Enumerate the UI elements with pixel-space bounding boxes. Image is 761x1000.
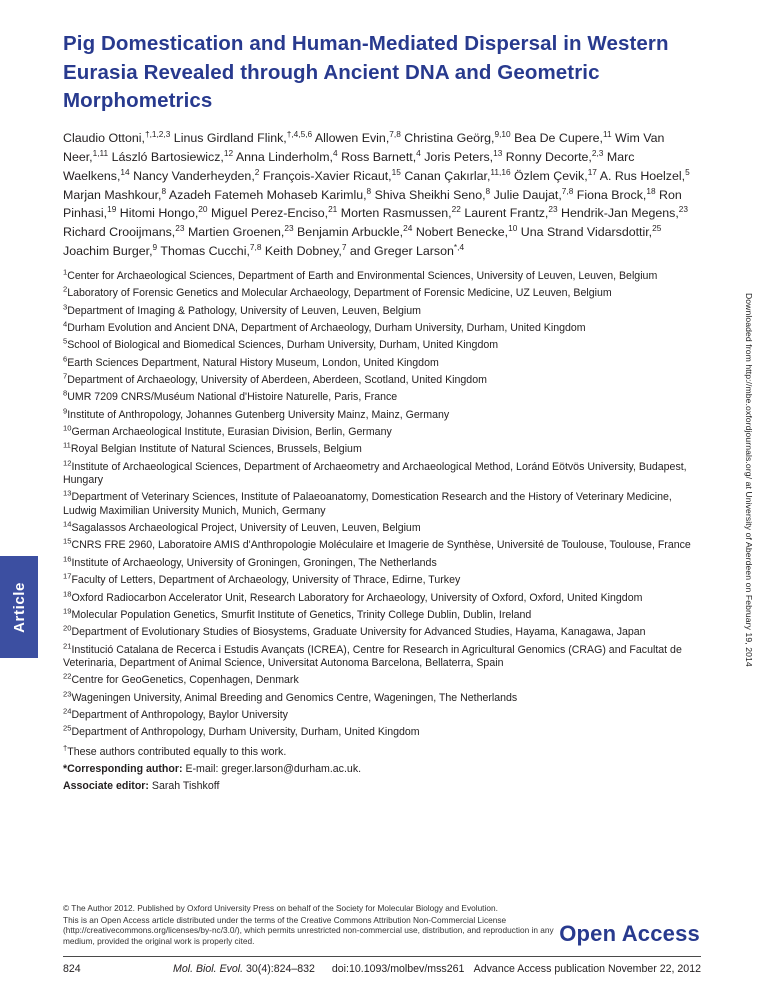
author: Julie Daujat,$^{7,8}$ xyxy=(493,185,574,202)
article-title: Pig Domestication and Human-Mediated Dispersal in Western Eurasia Revealed through Ancient DNA and Geometric Morphometrics xyxy=(63,32,669,113)
affiliation-item: $^{19}$Molecular Population Genetics, Smurfit Institute of Genetics, Trinity College Dublin, Dublin, Ireland xyxy=(63,606,532,621)
equal-contribution-note: †These authors contributed equally to this work. xyxy=(63,743,287,758)
license-block xyxy=(63,903,563,947)
author: Ron Pinhasi,$^{19}$ xyxy=(63,187,682,221)
affiliation-item: $^6$Earth Sciences Department, Natural History Museum, London, United Kingdom xyxy=(63,354,439,369)
author: Ronny Decorte,$^{2,3}$ xyxy=(505,147,604,164)
affiliation-item: $^7$Department of Archaeology, University of Aberdeen, Aberdeen, Scotland, United Kingdom xyxy=(63,371,487,387)
author: Anna Linderholm,$^4$ xyxy=(235,147,338,164)
affiliation-item: $^{21}$Institució Catalana de Recerca i Estudis Avançats (ICREA), Centre for Research in Agricultural Genomics (CRAG) and Facultat de Veterinaria, Department of Animal Science, Universitat Autonoma Barcelona, Bellaterra, Spain xyxy=(63,641,682,669)
affiliation-item: $^{12}$Institute of Archaeological Sciences, Department of Archaeometry and Archaeological Method, Loránd Eötvös University, Budapest, Hungary xyxy=(63,458,687,487)
author: Morten Rasmussen,$^{22}$ xyxy=(340,204,461,221)
page-footer xyxy=(63,956,701,975)
affiliation-item: $^{14}$Sagalassos Archaeological Project, University of Leuven, Leuven, Belgium xyxy=(63,519,421,535)
author: François-Xavier Ricaut,$^{15}$ xyxy=(262,166,401,183)
article-header xyxy=(63,30,703,798)
affiliation-item: $^{15}$CNRS FRE 2960, Laboratoire AMIS d'Anthropologie Moléculaire et Imagerie de Synthèse, Université de Toulouse, Toulouse, France xyxy=(63,536,691,552)
author: Shiva Sheikhi Seno,$^8$ xyxy=(374,185,491,202)
citation-line xyxy=(173,963,474,975)
affiliation-item: $^9$Institute of Anthropology, Johannes Gutenberg University Mainz, Mainz, Germany xyxy=(63,406,450,421)
corresponding-author-email: E-mail: greger.larson@durham.ac.uk. xyxy=(185,762,362,775)
affiliation-list xyxy=(63,267,703,740)
author: Joris Peters,$^{13}$ xyxy=(424,147,503,164)
associate-editor-name: Sarah Tishkoff xyxy=(151,780,220,793)
author-list xyxy=(63,129,703,261)
author: Hitomi Hongo,$^{20}$ xyxy=(119,204,208,221)
corresponding-author-label: *Corresponding author: xyxy=(63,762,183,775)
affiliation-item: $^{16}$Institute of Archaeology, University of Groningen, Groningen, The Netherlands xyxy=(63,554,437,569)
doi-text: doi:10.1093/molbev/mss261 xyxy=(331,963,465,975)
affiliation-item: $^{22}$Centre for GeoGenetics, Copenhagen, Denmark xyxy=(63,671,299,687)
affiliation-item: $^1$Center for Archaeological Sciences, Department of Earth and Environmental Sciences, University of Leuven, Leuven, Belgium xyxy=(63,267,658,282)
author: Una Strand Vidarsdottir,$^{25}$ xyxy=(520,223,662,240)
author: Benjamin Arbuckle,$^{24}$ xyxy=(297,223,413,240)
author: Linus Girdland Flink,$^{\dagger,4,5,6}$ xyxy=(173,128,313,146)
author: Christina Geörg,$^{9,10}$ xyxy=(404,128,511,146)
author: Martien Groenen,$^{23}$ xyxy=(187,223,294,240)
author: Hendrik-Jan Megens,$^{23}$ xyxy=(561,204,689,221)
footnotes xyxy=(63,743,703,794)
article-type-tab xyxy=(0,556,38,658)
affiliation-item: $^4$Durham Evolution and Ancient DNA, Department of Archaeology, Durham University, Durham, United Kingdom xyxy=(63,319,586,334)
open-access-badge: Open Access xyxy=(559,921,700,946)
author: Miguel Perez-Enciso,$^{21}$ xyxy=(210,204,338,221)
author: Marc Waelkens,$^{14}$ xyxy=(63,149,635,183)
corresponding-author-note xyxy=(63,763,703,776)
author: Bea De Cupere,$^{11}$ xyxy=(514,128,612,146)
affiliation-item: $^{10}$German Archaeological Institute, Eurasian Division, Berlin, Germany xyxy=(63,423,392,439)
affiliation-item: $^3$Department of Imaging & Pathology, University of Leuven, Leuven, Belgium xyxy=(63,302,421,317)
author: Claudio Ottoni,$^{\dagger,1,2,3}$ xyxy=(63,128,171,146)
author: Fiona Brock,$^{18}$ xyxy=(576,185,656,202)
affiliation-item: $^{20}$Department of Evolutionary Studies of Biosystems, Graduate University for Advanced Studies, Hayama, Kanagawa, Japan xyxy=(63,623,646,639)
affiliation-item: $^{25}$Department of Anthropology, Durham University, Durham, United Kingdom xyxy=(63,723,420,739)
author: Allowen Evin,$^{7,8}$ xyxy=(314,128,401,146)
author: Wim Van Neer,$^{1,11}$ xyxy=(63,131,665,164)
author: A. Rus Hoelzel,$^5$ xyxy=(599,166,690,183)
author: Marjan Mashkour,$^8$ xyxy=(63,185,167,202)
affiliation-item: $^{18}$Oxford Radiocarbon Accelerator Unit, Research Laboratory for Archaeology, University of Oxford, Oxford, United Kingdom xyxy=(63,588,643,604)
open-access-license-text: This is an Open Access article distributed under the terms of the Creative Commons Attribution Non-Commercial License (http://creativecommons.org/licenses/by-nc/3.0/), which permits unrestricted non-commercial use, distribution, and reproduction in any medium, provided the original work is properly cited. xyxy=(63,914,554,946)
author: Laurent Frantz,$^{23}$ xyxy=(464,204,558,221)
author: Joachim Burger,$^9$ xyxy=(63,242,158,259)
affiliation-item: $^{11}$Royal Belgian Institute of Natural Sciences, Brussels, Belgium xyxy=(63,440,362,456)
page-number: 824 xyxy=(63,963,81,975)
author: Ross Barnett,$^4$ xyxy=(341,147,421,164)
author: Nobert Benecke,$^{10}$ xyxy=(415,223,518,240)
affiliation-item: $^{23}$Wageningen University, Animal Breeding and Genomics Centre, Wageningen, The Netherlands xyxy=(63,689,518,704)
author: Nancy Vanderheyden,$^2$ xyxy=(133,166,260,183)
affiliation-item: $^{13}$Department of Veterinary Sciences, Institute of Palaeoanatomy, Domestication Research and the History of Veterinary Medicine, Ludwig Maximilian University Munich, Munich, Germany xyxy=(63,488,672,517)
author: and Greger Larson$^{*,4}$ xyxy=(349,242,465,259)
author: Richard Crooijmans,$^{23}$ xyxy=(63,223,185,240)
affiliation-item: $^{24}$Department of Anthropology, Baylor University xyxy=(63,706,288,721)
associate-editor-label: Associate editor: xyxy=(63,780,149,793)
affiliation-item: $^2$Laboratory of Forensic Genetics and Molecular Archaeology, Department of Forensic Medicine, UZ Leuven, Belgium xyxy=(63,284,612,300)
download-watermark: Downloaded from http://mbe.oxfordjournals.org/ at University of Aberdeen on February 19, 2014 xyxy=(744,293,754,667)
affiliation-item: $^8$UMR 7209 CNRS/Muséum National d'Histoire Naturelle, Paris, France xyxy=(63,388,398,404)
dagger-symbol: † xyxy=(63,743,68,753)
copyright-line: © The Author 2012. Published by Oxford University Press on behalf of the Society for Molecular Biology and Evolution. xyxy=(63,903,498,913)
author: László Bartosiewicz,$^{12}$ xyxy=(111,147,234,164)
affiliation-item: $^{17}$Faculty of Letters, Department of Archaeology, University of Thrace, Edirne, Turkey xyxy=(63,571,461,587)
author: Keith Dobney,$^7$ xyxy=(264,242,347,259)
volume-pages: 30(4):824–832 xyxy=(246,963,315,975)
article-type-label: Article xyxy=(10,581,28,633)
journal-name: Mol. Biol. Evol. xyxy=(173,963,244,975)
associate-editor-note xyxy=(63,780,703,793)
advance-access-text: Advance Access publication November 22, 2012 xyxy=(473,963,701,975)
author: Canan Çakırlar,$^{11,16}$ xyxy=(404,166,511,183)
affiliation-item: $^5$School of Biological and Biomedical Sciences, Durham University, Durham, United Kingdom xyxy=(63,336,499,352)
author: Azadeh Fatemeh Mohaseb Karimlu,$^8$ xyxy=(168,185,372,202)
author: Özlem Çevik,$^{17}$ xyxy=(514,166,597,183)
author: Thomas Cucchi,$^{7,8}$ xyxy=(160,242,262,259)
